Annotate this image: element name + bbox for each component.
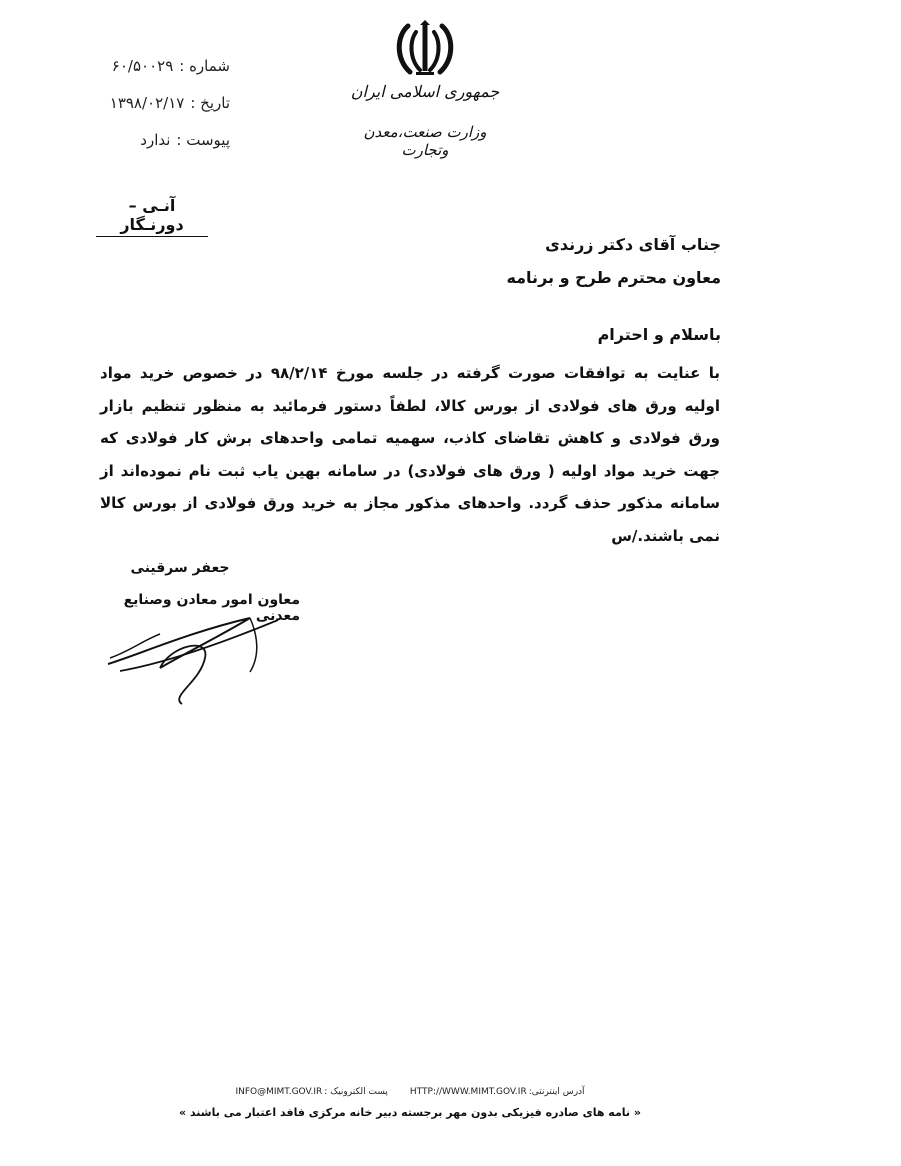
recipient-name: جناب آقای دکتر زرندی — [545, 235, 721, 254]
website-label: آدرس اینترنتی: — [528, 1087, 585, 1097]
date-label: تاریخ : — [190, 94, 230, 112]
number-value: ۶۰/۵۰۰۲۹ — [111, 57, 174, 75]
footer-website — [410, 1087, 585, 1097]
letter-meta — [70, 48, 230, 159]
ministry-name: وزارت صنعت،معدن وتجارت — [363, 123, 487, 159]
republic-name: جمهوری اسلامی ایران — [350, 82, 500, 101]
date-row — [70, 85, 230, 122]
signer-title: معاون امور معادن وصنایع معدنی — [123, 592, 300, 624]
number-row — [70, 48, 230, 85]
footer-contacts — [200, 1087, 620, 1097]
letter-body: با عنایت به توافقات صورت گرفته در جلسه مورخ ۹۸/۲/۱۴ در خصوص خرید مواد اولیه ورق های فولادی از بورس کالا، لطفاً دستور فرمائید به منظور تنظیم بازار ورق فولادی و کاهش تقاضای کاذب، سهمیه تمامی واحدهای برش کار فولادی که جهت خرید مواد اولیه ( ورق های فولادی) در سامانه بهین یاب ثبت نام نموده‌اند از سامانه مذکور حذف گردد. واحدهای مذکور مجاز به خرید ورق فولادی از بورس کالا نمی باشند./س — [100, 364, 720, 545]
signer-name: جعفر سرقینی — [130, 560, 230, 576]
date-value: ۱۳۹۸/۰۲/۱۷ — [109, 94, 185, 112]
ministry-header — [350, 20, 500, 160]
iran-emblem-icon — [394, 20, 456, 78]
email-label: پست الکترونیک : — [324, 1087, 388, 1097]
attachment-value: ندارد — [140, 131, 171, 149]
attachment-row — [70, 122, 230, 159]
email-link[interactable]: INFO@MIMT.GOV.IR — [235, 1087, 323, 1097]
greeting: باسلام و احترام — [597, 325, 721, 344]
signature-block — [100, 556, 300, 706]
number-label: شماره : — [179, 57, 230, 75]
footer-notice: « نامه های صادره فیزیکی بدون مهر برجسته دبیر خانه مرکزی فافد اعتبار می باشند » — [179, 1106, 641, 1119]
recipient-title: معاون محترم طرح و برنامه — [506, 268, 721, 287]
recipient-block — [221, 228, 721, 294]
attachment-label: پیوست : — [176, 131, 230, 149]
website-link[interactable]: HTTP://WWW.MIMT.GOV.IR — [409, 1087, 527, 1097]
urgency-label: آنـی – دورنـگار — [96, 196, 208, 237]
handwritten-signature-icon — [100, 596, 290, 706]
footer-email — [235, 1087, 387, 1097]
